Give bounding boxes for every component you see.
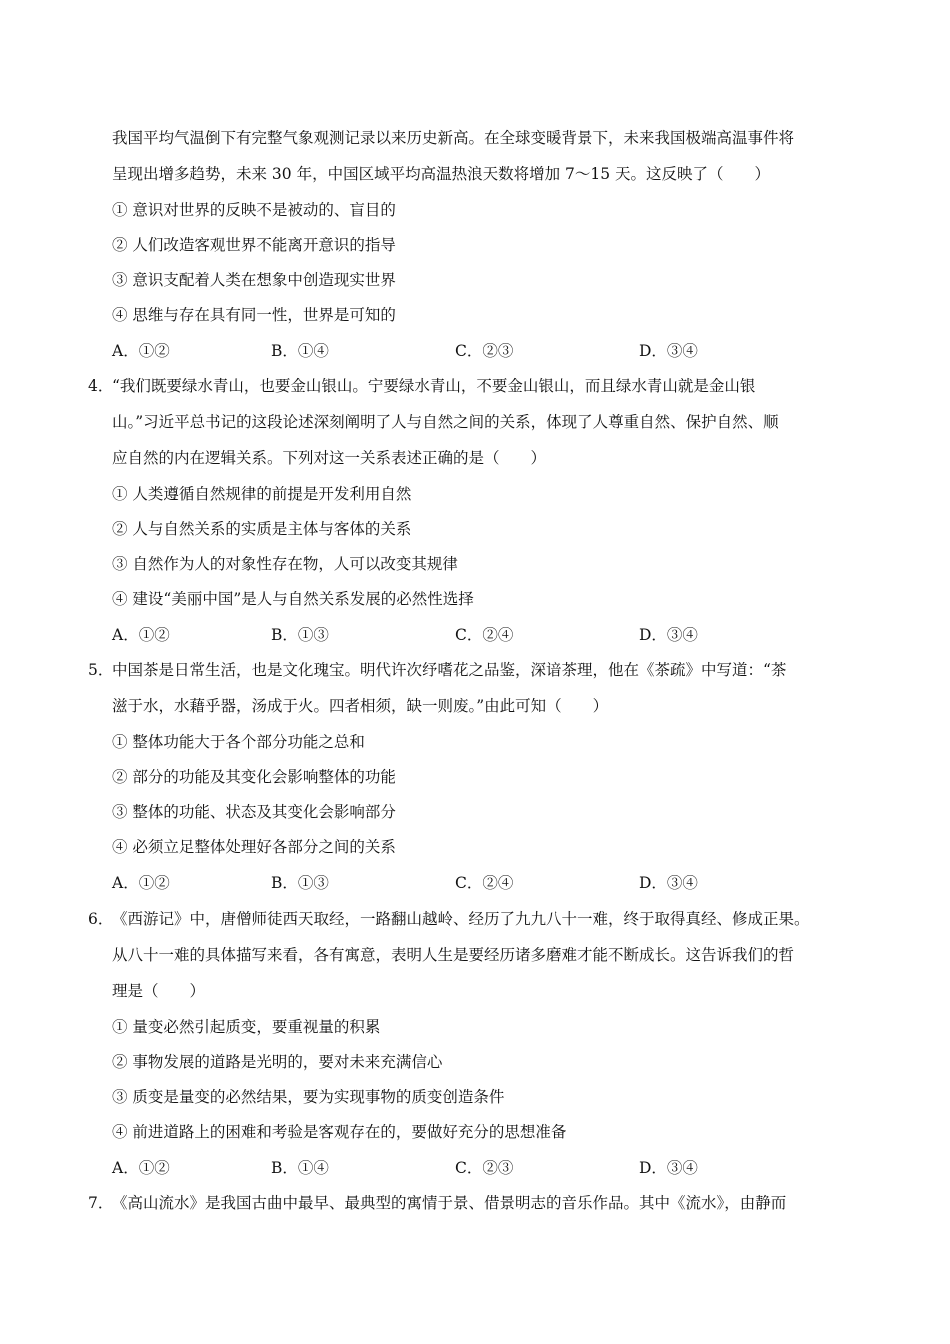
statement-item: ④ 前进道路上的困难和考验是客观存在的，要做好充分的思想准备 <box>112 1123 567 1141</box>
question-number: 7． <box>88 1194 114 1212</box>
statement-item: ④ 建设“美丽中国”是人与自然关系发展的必然性选择 <box>112 590 474 608</box>
question-text-line: 我国平均气温倒下有完整气象观测记录以来历史新高。在全球变暖背景下，未来我国极端高温事件将 <box>112 129 795 147</box>
question-text-line: 山。”习近平总书记的这段论述深刻阐明了人与自然之间的关系，体现了人尊重自然、保护自然、顺 <box>112 413 779 431</box>
statement-item: ① 量变必然引起质变，要重视量的积累 <box>112 1018 381 1036</box>
question-text-line: 滋于水，水藉乎器，汤成于火。四者相须，缺一则废。”由此可知（ ） <box>112 697 609 715</box>
statement-item: ④ 必须立足整体处理好各部分之间的关系 <box>112 838 396 856</box>
question-text-line: 《西游记》中，唐僧师徒西天取经，一路翻山越岭、经历了九九八十一难，终于取得真经、修成正果。 <box>112 910 810 928</box>
statement-item: ② 事物发展的道路是光明的，要对未来充满信心 <box>112 1053 443 1071</box>
statement-item: ③ 质变是量变的必然结果，要为实现事物的质变创造条件 <box>112 1088 505 1106</box>
question-text-line: 理是（ ） <box>112 982 206 1000</box>
question-text-line: 《高山流水》是我国古曲中最早、最典型的寓情于景、借景明志的音乐作品。其中《流水》，由静而 <box>112 1194 787 1212</box>
option-b[interactable]: B．①④ <box>271 342 329 360</box>
option-a[interactable]: A．①② <box>112 1159 170 1177</box>
option-a[interactable]: A．①② <box>112 342 170 360</box>
question-number: 6． <box>88 910 114 928</box>
statement-item: ① 整体功能大于各个部分功能之总和 <box>112 733 365 751</box>
statement-item: ③ 意识支配着人类在想象中创造现实世界 <box>112 271 396 289</box>
option-d[interactable]: D．③④ <box>639 874 698 892</box>
statement-item: ② 人们改造客观世界不能离开意识的指导 <box>112 236 396 254</box>
question-text-line: 呈现出增多趋势，未来 30 年，中国区域平均高温热浪天数将增加 7～15 天。这反映了（ ） <box>112 165 771 183</box>
option-c[interactable]: C．②④ <box>455 626 514 644</box>
option-d[interactable]: D．③④ <box>639 1159 698 1177</box>
question-number: 4． <box>88 377 114 395</box>
statement-item: ③ 自然作为人的对象性存在物，人可以改变其规律 <box>112 555 458 573</box>
statement-item: ① 意识对世界的反映不是被动的、盲目的 <box>112 201 396 219</box>
question-text-line: 从八十一难的具体描写来看，各有寓意，表明人生是要经历诸多磨难才能不断成长。这告诉我们的哲 <box>112 946 795 964</box>
question-text-line: “我们既要绿水青山，也要金山银山。宁要绿水青山，不要金山银山，而且绿水青山就是金山银 <box>112 377 756 395</box>
option-c[interactable]: C．②③ <box>455 1159 514 1177</box>
statement-item: ① 人类遵循自然规律的前提是开发利用自然 <box>112 485 412 503</box>
question-number: 5． <box>88 661 114 679</box>
question-text-line: 应自然的内在逻辑关系。下列对这一关系表述正确的是（ ） <box>112 449 547 467</box>
option-b[interactable]: B．①④ <box>271 1159 329 1177</box>
option-a[interactable]: A．①② <box>112 874 170 892</box>
option-c[interactable]: C．②③ <box>455 342 514 360</box>
option-a[interactable]: A．①② <box>112 626 170 644</box>
option-d[interactable]: D．③④ <box>639 342 698 360</box>
statement-item: ③ 整体的功能、状态及其变化会影响部分 <box>112 803 396 821</box>
option-d[interactable]: D．③④ <box>639 626 698 644</box>
statement-item: ② 人与自然关系的实质是主体与客体的关系 <box>112 520 412 538</box>
option-c[interactable]: C．②④ <box>455 874 514 892</box>
statement-item: ② 部分的功能及其变化会影响整体的功能 <box>112 768 396 786</box>
question-text-line: 中国茶是日常生活，也是文化瑰宝。明代许次纾嗜花之品鉴，深谙茶理，他在《茶疏》中写道：“茶 <box>112 661 787 679</box>
option-b[interactable]: B．①③ <box>271 874 329 892</box>
statement-item: ④ 思维与存在具有同一性，世界是可知的 <box>112 306 396 324</box>
option-b[interactable]: B．①③ <box>271 626 329 644</box>
